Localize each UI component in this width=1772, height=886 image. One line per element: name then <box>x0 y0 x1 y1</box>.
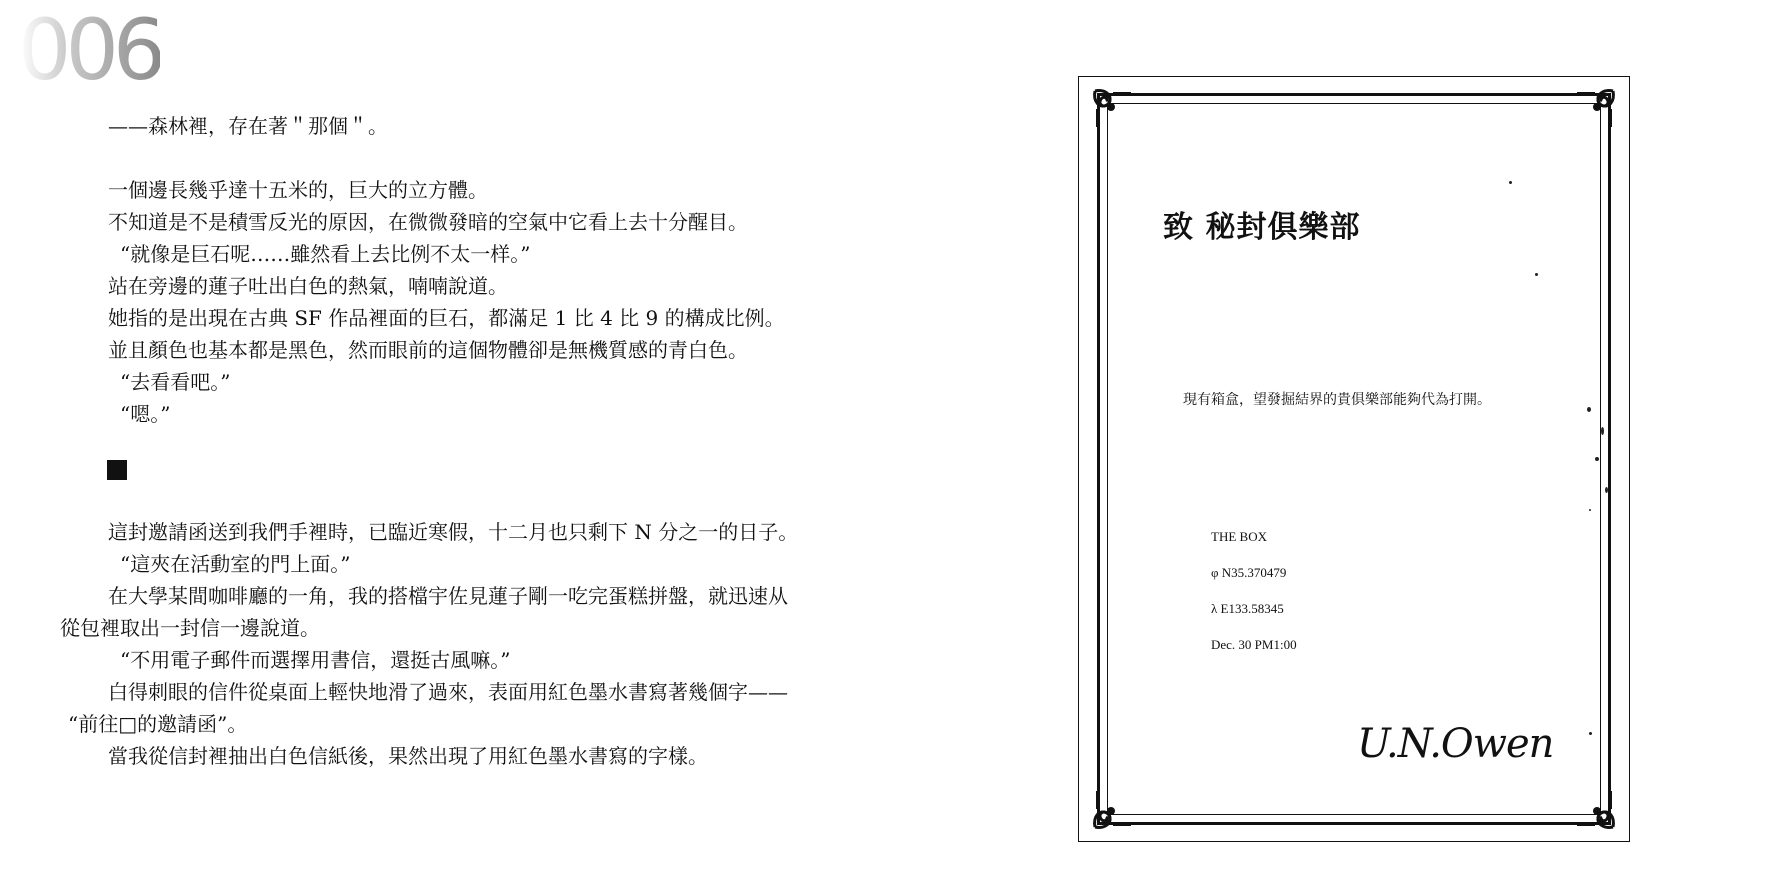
ink-speck <box>1589 509 1591 511</box>
ink-speck <box>1595 457 1599 461</box>
paragraph: 白得刺眼的信件從桌面上輕快地滑了過來，表面用紅色墨水書寫著幾個字—— <box>108 680 788 704</box>
paragraph: 在大學某間咖啡廳的一角，我的搭檔宇佐見蓮子剛一吃完蛋糕拼盤，就迅速从 <box>108 584 788 608</box>
longitude: λ E133.58345 <box>1211 601 1284 616</box>
paragraph: 並且顏色也基本都是黑色，然而眼前的這個物體卻是無機質感的青白色。 <box>108 338 748 362</box>
paragraph: “嗯。” <box>120 402 171 426</box>
paragraph: “就像是巨石呢……雖然看上去比例不太一样。” <box>120 242 531 266</box>
ornament-corner-icon <box>1091 87 1139 135</box>
story-text-bottom <box>60 516 840 772</box>
ink-speck <box>1535 273 1538 276</box>
section-marker <box>107 460 127 480</box>
paragraph: 當我從信封裡抽出白色信紙後，果然出現了用紅色墨水書寫的字樣。 <box>108 744 708 768</box>
ornament-corner-icon <box>1569 783 1617 831</box>
paragraph: “這夾在活動室的門上面。” <box>120 552 351 576</box>
ink-speck <box>1589 732 1592 735</box>
ornament-corner-icon <box>1091 783 1139 831</box>
ink-speck <box>1601 427 1604 435</box>
page-number: 006 <box>18 1 161 99</box>
date-time: Dec. 30 PM1:00 <box>1211 637 1297 652</box>
ornament-corner-icon <box>1569 87 1617 135</box>
story-text-top <box>60 110 840 430</box>
box-label: THE BOX <box>1211 529 1267 544</box>
paragraph-blank <box>60 142 840 174</box>
letter-body: 現有箱盒，望發掘結界的貴俱樂部能夠代為打開。 <box>1183 392 1491 408</box>
ink-speck <box>1605 487 1608 493</box>
paragraph: 這封邀請函送到我們手裡時，已臨近寒假，十二月也只剩下 N 分之一的日子。 <box>108 520 799 544</box>
ink-speck <box>1587 407 1591 412</box>
latitude: φ N35.370479 <box>1211 565 1287 580</box>
paragraph: 不知道是不是積雪反光的原因，在微微發暗的空氣中它看上去十分醒目。 <box>108 210 748 234</box>
ink-speck <box>1509 181 1512 184</box>
paragraph: “不用電子郵件而選擇用書信，還挺古風嘛。” <box>120 648 511 672</box>
paragraph: 站在旁邊的蓮子吐出白色的熱氣，喃喃說道。 <box>108 274 508 298</box>
invitation-letter <box>1078 76 1630 842</box>
paragraph: “去看看吧。” <box>120 370 231 394</box>
paragraph: 她指的是出現在古典 SF 作品裡面的巨石，都滿足 1 比 4 比 9 的構成比例。 <box>108 306 785 330</box>
paragraph: 一個邊長幾乎達十五米的，巨大的立方體。 <box>108 178 488 202</box>
paragraph: ——森林裡，存在著＂那個＂。 <box>108 114 388 138</box>
paragraph: “前往□的邀請函”。 <box>68 712 248 736</box>
letter-title: 致 秘封俱樂部 <box>1163 210 1361 245</box>
signature: U.N.Owen <box>1357 721 1554 767</box>
paragraph: 從包裡取出一封信一邊說道。 <box>60 616 320 640</box>
